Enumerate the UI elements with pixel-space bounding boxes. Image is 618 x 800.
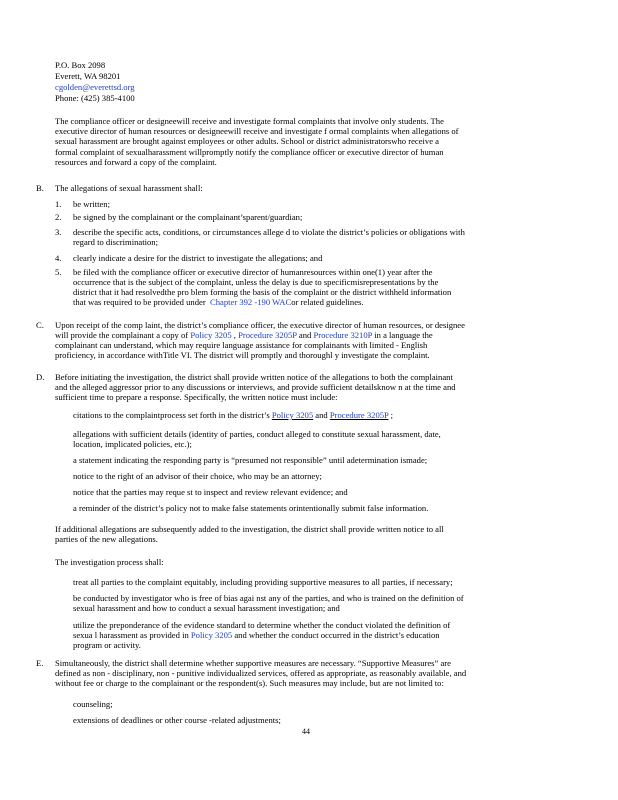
text-run: or related guidelines. xyxy=(291,297,364,307)
section-b-title: The allegations of sexual harassment shall: xyxy=(55,183,203,193)
section-e-line: Simultaneously, the district shall determine whether supportive measures are necessary. “Supportive Measures” are xyxy=(55,658,451,668)
intro-line: resources and forward a copy of the complaint. xyxy=(55,156,217,167)
list-number: 2. xyxy=(55,212,62,222)
text-run: , xyxy=(231,330,239,340)
list-item-continuation xyxy=(73,297,364,307)
bullet-item: treat all parties to the complaint equitably, including providing supportive measures to all parties, if necessary; xyxy=(73,577,453,587)
wac-link[interactable]: Chapter 392 -190 WAC xyxy=(209,297,292,307)
bullet-item: be conducted by investigator who is free of bias agai nst any of the parties, and who is trained on the definition of xyxy=(73,593,464,603)
phone-number: Phone: (425) 385-4100 xyxy=(55,93,135,103)
bullet-item xyxy=(73,410,393,420)
text-run: in a language the xyxy=(372,330,433,340)
list-number: 5. xyxy=(55,267,62,277)
procedure-3205p-link[interactable]: Procedure 3205P xyxy=(238,330,297,340)
bullet-item-continuation: program or activity. xyxy=(73,640,141,650)
section-d-letter: D. xyxy=(36,372,45,382)
list-item-continuation: regard to discrimination; xyxy=(73,237,158,247)
policy-3205-link[interactable]: Policy 3205 xyxy=(271,410,314,420)
bullet-item: a statement indicating the responding party is “presumed not responsible” until adetermination ismade; xyxy=(73,455,428,465)
intro-line: The compliance officer or designeewill receive and investigate formal complaints that involve only students. The xyxy=(55,116,444,126)
policy-3205-link[interactable]: Policy 3205 xyxy=(190,630,233,640)
section-c-letter: C. xyxy=(36,320,44,330)
section-c-line: proficiency, in accordance withTitle VI. The district will promptly and thoroughl y investigate the complaint. xyxy=(55,350,430,360)
text-run: citations to the complaintprocess set forth in the district’s xyxy=(73,410,270,420)
section-e-letter: E. xyxy=(36,658,44,668)
text-run: and xyxy=(313,410,330,420)
intro-line: executive director of human resources or designeewill receive and investigate f ormal complaints when allegations of xyxy=(55,126,459,137)
section-c-line xyxy=(55,330,433,340)
list-number: 1. xyxy=(55,199,62,209)
bullet-item: notice to the right of an advisor of their choice, who may be an attorney; xyxy=(73,471,322,481)
intro-line: formal complaint of sexualharassment willpromptly notify the compliance officer or executive director of human xyxy=(55,146,444,157)
policy-3205-link[interactable]: Policy 3205 xyxy=(190,330,232,340)
additional-allegations-line: If additional allegations are subsequently added to the investigation, the district shall provide written notice to all xyxy=(55,524,444,534)
bullet-item: counseling; xyxy=(73,699,113,709)
section-d-line: Before initiating the investigation, the district shall provide written notice of the allegations to both the complainant xyxy=(55,372,453,382)
list-item: be filed with the compliance officer or executive director of humanresources within one(1) year after the xyxy=(73,267,433,277)
process-title: The investigation process shall: xyxy=(55,557,164,567)
bullet-item-continuation: location, implicated policies, etc.); xyxy=(73,439,192,449)
list-number: 3. xyxy=(55,227,62,237)
intro-paragraph xyxy=(55,116,570,167)
text-run: and xyxy=(296,330,314,340)
list-item: clearly indicate a desire for the district to investigate the allegations; and xyxy=(73,253,323,263)
text-run: that was required to be provided under xyxy=(73,297,206,307)
po-box: P.O. Box 2098 xyxy=(55,60,106,70)
section-d-line: and the alleged aggressor prior to any discussions or interviews, and provide sufficient detailsknow n at the time and xyxy=(55,382,456,392)
section-e-line: defined as non - disciplinary, non - punitive individualized services, offered as appropriate, as reasonably available, and xyxy=(55,668,467,678)
section-d-line: sufficient time to prepare a response. Specifically, the written notice must include: xyxy=(55,392,338,402)
bullet-item: utilize the preponderance of the evidence standard to determine whether the conduct violated the definition of xyxy=(73,620,451,630)
bullet-item-continuation xyxy=(73,630,440,640)
list-item-continuation: occurrence that is the subject of the complaint, unless the delay is due to specificmisrepresentations by the xyxy=(73,277,439,287)
bullet-item: notice that the parties may reque st to inspect and review relevant evidence; and xyxy=(73,487,348,497)
list-item: describe the specific acts, conditions, or circumstances allege d to violate the district’s policies or obligations with xyxy=(73,227,465,237)
page-number: 44 xyxy=(302,727,310,736)
section-c-line: Upon receipt of the comp laint, the district’s compliance officer, the executive director of human resources, or designee xyxy=(55,320,465,330)
email-link[interactable]: cgolden@everettsd.org xyxy=(55,82,135,92)
additional-allegations-line: parties of the new allegations. xyxy=(55,534,158,544)
intro-line: sexual harassment are brought against employees or other adults. School or district administratorswho receive a xyxy=(55,136,439,147)
section-e-line: without fee or charge to the complainant or the respondent(s). Such measures may include, but are not limited to: xyxy=(55,678,444,688)
list-item: be written; xyxy=(73,199,110,209)
procedure-3205p-link[interactable]: Procedure 3205P xyxy=(329,410,389,420)
section-b-letter: B. xyxy=(36,183,44,193)
bullet-item: a reminder of the district’s policy not to make false statements orintentionally submit false information. xyxy=(73,503,429,513)
text-run: will provide the complainant a copy of xyxy=(55,330,189,340)
city-address: Everett, WA 98201 xyxy=(55,71,121,81)
list-item: be signed by the complainant or the complainant’sparent/guardian; xyxy=(73,212,303,222)
list-number: 4. xyxy=(55,253,62,263)
bullet-item-continuation: sexual harassment and how to conduct a sexual harassment investigation; and xyxy=(73,603,340,613)
list-item-continuation: district that it had resolvedthe pro blem forming the basis of the complaint or the district withheld information xyxy=(73,287,452,297)
text-run: ; xyxy=(388,410,394,420)
procedure-3210p-link[interactable]: Procedure 3210P xyxy=(313,330,373,340)
text-run: and whether the conduct occurred in the district’s education xyxy=(232,630,440,640)
section-c-line: complainant can understand, which may require language assistance for complainants with limited - English xyxy=(55,340,428,350)
text-run: sexua l harassment as provided in xyxy=(73,630,189,640)
bullet-item: extensions of deadlines or other course -related adjustments; xyxy=(73,715,281,725)
bullet-item: allegations with sufficient details (identity of parties, conduct alleged to constitute sexual harassment, date, xyxy=(73,429,441,439)
